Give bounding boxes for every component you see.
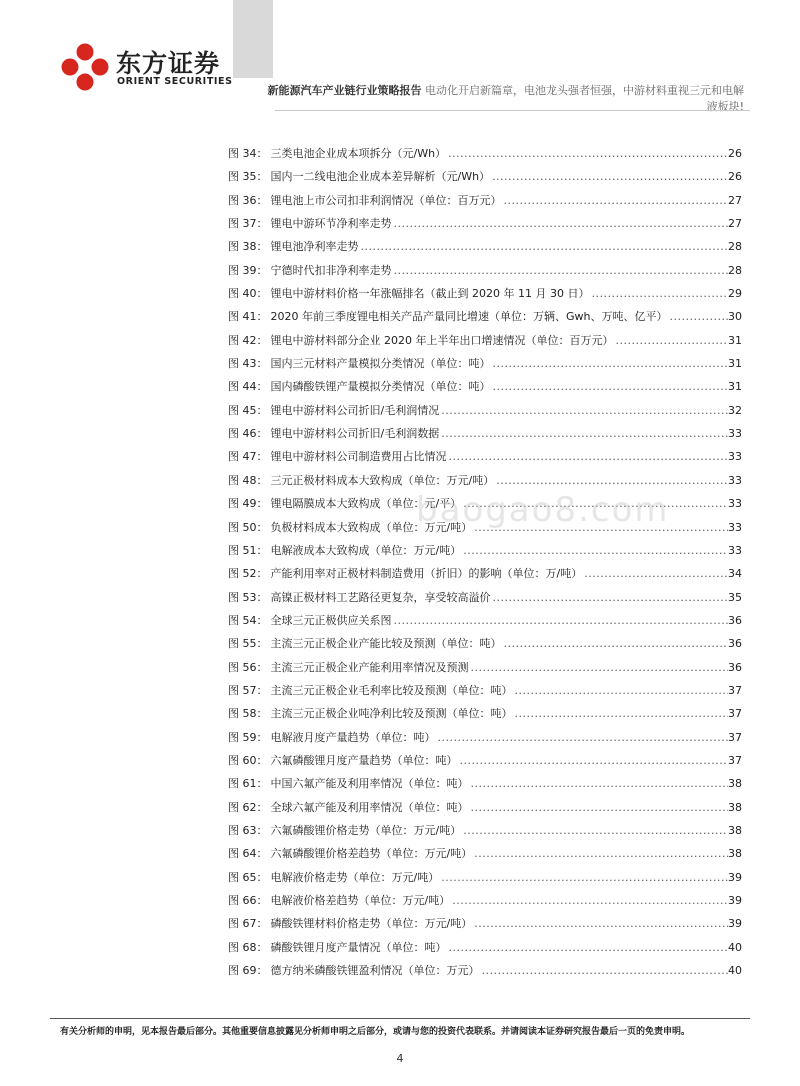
toc-page-number: 39 <box>728 894 742 907</box>
toc-entry[interactable] <box>228 915 742 938</box>
toc-dot-leader <box>494 474 728 487</box>
toc-dot-leader <box>589 287 728 300</box>
toc-dot-leader <box>480 964 729 977</box>
toc-figure-number: 图 46： <box>228 427 268 441</box>
toc-entry[interactable] <box>228 869 742 892</box>
toc-figure-title: 2020 年前三季度锂电相关产品产量同比增速（单位：万辆、Gwh、万吨、亿平） <box>270 310 668 324</box>
toc-dot-leader <box>450 894 728 907</box>
toc-page-number: 31 <box>728 380 742 394</box>
toc-dot-leader <box>491 380 729 393</box>
toc-figure-title: 电解液价格走势（单位：万元/吨） <box>270 870 440 884</box>
toc-page-number: 39 <box>728 917 742 931</box>
toc-entry[interactable] <box>228 425 742 448</box>
toc-dot-leader <box>502 194 729 207</box>
toc-page-number: 36 <box>728 613 742 627</box>
toc-page-number: 33 <box>728 473 742 487</box>
toc-figure-number: 图 49： <box>228 497 268 511</box>
toc-figure-title: 宁德时代扣非净利率走势 <box>270 263 392 277</box>
toc-dot-leader <box>458 754 729 767</box>
toc-page-number: 37 <box>728 683 742 697</box>
report-title-bold: 新能源汽车产业链行业策略报告 <box>267 84 422 97</box>
toc-entry[interactable] <box>228 285 742 308</box>
toc-figure-title: 六氟磷酸锂月度产量趋势（单位：吨） <box>270 753 458 767</box>
toc-figure-number: 图 41： <box>228 310 268 324</box>
toc-page-number: 31 <box>728 333 742 347</box>
toc-figure-number: 图 62： <box>228 800 268 814</box>
figure-list <box>228 145 742 985</box>
logo-chinese-name: 东方证券 <box>116 49 221 78</box>
toc-figure-title: 主流三元正极企业吨净利比较及预测（单位：吨） <box>270 707 513 721</box>
toc-page-number: 27 <box>728 217 742 231</box>
toc-figure-title: 磷酸铁锂月度产量情况（单位：吨） <box>270 940 447 954</box>
toc-page-number: 36 <box>728 637 742 651</box>
toc-figure-title: 电解液价格差趋势（单位：万元/吨） <box>270 894 451 907</box>
toc-figure-title: 锂电中游材料公司折旧/毛利润数据 <box>270 427 440 441</box>
toc-dot-leader <box>461 824 728 837</box>
toc-entry[interactable] <box>228 192 742 215</box>
toc-entry[interactable] <box>228 682 742 705</box>
toc-dot-leader <box>472 847 728 860</box>
toc-figure-number: 图 66： <box>228 894 268 907</box>
toc-dot-leader <box>392 614 729 627</box>
toc-entry[interactable] <box>228 729 742 752</box>
toc-page-number: 39 <box>728 870 742 884</box>
toc-dot-leader <box>439 427 728 440</box>
toc-figure-number: 图 69： <box>228 964 268 978</box>
toc-figure-title: 中国六氟产能及利用率情况（单位：吨） <box>270 777 469 791</box>
toc-page-number: 33 <box>728 450 742 464</box>
toc-page-number: 40 <box>728 964 742 978</box>
toc-figure-number: 图 43： <box>228 357 268 371</box>
toc-page-number: 33 <box>728 520 742 534</box>
toc-dot-leader <box>392 217 729 230</box>
toc-dot-leader <box>446 147 728 160</box>
toc-figure-number: 图 56： <box>228 660 268 674</box>
toc-dot-leader <box>439 404 728 417</box>
toc-page-number: 33 <box>728 427 742 441</box>
toc-figure-title: 国内磷酸铁锂产量模拟分类情况（单位：吨） <box>270 380 491 394</box>
footer-disclaimer: 有关分析师的申明，见本报告最后部分。其他重要信息披露见分析师申明之后部分，或请与您的投资代表联系。并请阅读本证券研究报告最后一页的免责申明。 <box>60 1027 691 1037</box>
toc-page-number: 38 <box>728 777 742 791</box>
toc-page-number: 38 <box>728 823 742 837</box>
toc-figure-title: 六氟磷酸锂价格差趋势（单位：万元/吨） <box>270 847 473 861</box>
toc-dot-leader <box>491 591 729 604</box>
toc-dot-leader <box>461 544 728 557</box>
toc-entry[interactable] <box>228 215 742 238</box>
toc-dot-leader <box>502 637 729 650</box>
toc-dot-leader <box>490 170 728 183</box>
toc-figure-number: 图 65： <box>228 870 268 884</box>
toc-dot-leader <box>513 707 729 720</box>
toc-figure-number: 图 38： <box>228 240 268 254</box>
toc-dot-leader <box>667 310 728 323</box>
toc-figure-title: 六氟磷酸锂价格走势（单位：万元/吨） <box>270 823 462 837</box>
toc-dot-leader <box>614 334 729 347</box>
toc-page-number: 26 <box>728 170 742 184</box>
toc-figure-title: 主流三元正极企业产能比较及预测（单位：吨） <box>270 637 502 651</box>
toc-figure-title: 锂电池上市公司扣非利润情况（单位：百万元） <box>270 193 502 207</box>
toc-figure-title: 三元正极材料成本大致构成（单位：万元/吨） <box>270 473 495 487</box>
toc-page-number: 36 <box>728 660 742 674</box>
toc-page-number: 31 <box>728 357 742 371</box>
toc-figure-number: 图 48： <box>228 473 268 487</box>
toc-page-number: 35 <box>728 590 742 604</box>
toc-entry[interactable] <box>228 262 742 285</box>
watermark: baogao8.com <box>416 490 670 530</box>
toc-page-number: 28 <box>728 240 742 254</box>
orient-logo-icon <box>60 42 110 92</box>
toc-page-number: 33 <box>728 543 742 557</box>
toc-figure-number: 图 63： <box>228 823 268 837</box>
toc-dot-leader <box>472 917 728 930</box>
footer-divider <box>50 1018 750 1019</box>
toc-entry[interactable] <box>228 448 742 471</box>
toc-entry[interactable] <box>228 145 742 168</box>
toc-figure-number: 图 35： <box>228 170 268 184</box>
toc-figure-number: 图 36： <box>228 193 268 207</box>
toc-figure-title: 磷酸铁锂材料价格走势（单位：万元/吨） <box>270 917 473 931</box>
toc-dot-leader <box>436 731 729 744</box>
toc-figure-number: 图 68： <box>228 940 268 954</box>
toc-dot-leader <box>447 941 729 954</box>
toc-figure-number: 图 40： <box>228 287 268 301</box>
toc-figure-number: 图 47： <box>228 450 268 464</box>
toc-figure-title: 高镍正极材料工艺路径更复杂，享受较高溢价 <box>270 590 491 604</box>
toc-entry[interactable] <box>228 845 742 868</box>
toc-entry[interactable] <box>228 659 742 682</box>
toc-figure-number: 图 54： <box>228 613 268 627</box>
toc-figure-number: 图 52： <box>228 567 268 581</box>
toc-figure-number: 图 34： <box>228 147 268 160</box>
toc-figure-number: 图 44： <box>228 380 268 394</box>
toc-entry[interactable] <box>228 892 742 915</box>
toc-figure-title: 产能利用率对正极材料制造费用（折旧）的影响（单位：万/吨） <box>270 567 583 581</box>
toc-figure-number: 图 37： <box>228 217 268 231</box>
toc-figure-title: 国内三元材料产量模拟分类情况（单位：吨） <box>270 357 491 371</box>
toc-figure-number: 图 55： <box>228 637 268 651</box>
toc-page-number: 38 <box>728 847 742 861</box>
toc-figure-title: 锂电中游材料价格一年涨幅排名（截止到 2020 年 11 月 30 日） <box>270 287 590 301</box>
toc-dot-leader <box>439 871 728 884</box>
toc-figure-title: 主流三元正极企业产能利用率情况及预测 <box>270 660 469 674</box>
toc-figure-number: 图 60： <box>228 753 268 767</box>
toc-figure-number: 图 64： <box>228 847 268 861</box>
toc-figure-title: 电解液月度产量趋势（单位：吨） <box>270 730 436 744</box>
toc-dot-leader <box>491 357 729 370</box>
toc-dot-leader <box>469 801 729 814</box>
toc-entry[interactable] <box>228 822 742 845</box>
toc-dot-leader <box>447 450 729 463</box>
toc-figure-number: 图 39： <box>228 263 268 277</box>
toc-figure-number: 图 59： <box>228 730 268 744</box>
header-divider <box>275 110 750 111</box>
toc-page-number: 30 <box>728 310 742 324</box>
toc-figure-title: 锂电池净利率走势 <box>270 240 359 254</box>
toc-figure-title: 主流三元正极企业毛利率比较及预测（单位：吨） <box>270 683 513 697</box>
toc-page-number: 34 <box>728 567 742 581</box>
toc-entry[interactable] <box>228 378 742 401</box>
report-title-subtitle: 电动化开启新篇章，电池龙头强者恒强，中游材料重视三元和电解液板块! <box>425 84 744 113</box>
toc-figure-number: 图 50： <box>228 520 268 534</box>
toc-page-number: 26 <box>728 147 742 160</box>
toc-entry[interactable] <box>228 939 742 962</box>
toc-entry[interactable] <box>228 752 742 775</box>
toc-page-number: 40 <box>728 940 742 954</box>
toc-entry[interactable] <box>228 402 742 425</box>
toc-figure-title: 锂电中游材料部分企业 2020 年上半年出口增速情况（单位：百万元） <box>270 333 614 347</box>
toc-page-number: 28 <box>728 263 742 277</box>
toc-figure-title: 三类电池企业成本项拆分（元/Wh） <box>270 147 447 160</box>
toc-figure-title: 锂电中游环节净利率走势 <box>270 217 392 231</box>
logo-english-name: ORIENT SECURITIES <box>117 76 233 87</box>
toc-entry[interactable] <box>228 168 742 191</box>
toc-figure-title: 电解液成本大致构成（单位：万元/吨） <box>270 543 462 557</box>
toc-entry[interactable] <box>228 612 742 635</box>
toc-entry[interactable] <box>228 705 742 728</box>
toc-entry[interactable] <box>228 635 742 658</box>
toc-figure-number: 图 42： <box>228 333 268 347</box>
toc-figure-number: 图 53： <box>228 590 268 604</box>
toc-entry[interactable] <box>228 542 742 565</box>
toc-entry[interactable] <box>228 589 742 612</box>
toc-figure-number: 图 67： <box>228 917 268 931</box>
toc-figure-number: 图 61： <box>228 777 268 791</box>
toc-entry[interactable] <box>228 799 742 822</box>
toc-figure-number: 图 58： <box>228 707 268 721</box>
toc-figure-title: 负极材料成本大致构成（单位：万元/吨） <box>270 520 473 534</box>
toc-figure-title: 全球六氟产能及利用率情况（单位：吨） <box>270 800 469 814</box>
toc-entry[interactable] <box>228 565 742 588</box>
toc-page-number: 38 <box>728 800 742 814</box>
toc-entry[interactable] <box>228 308 742 331</box>
toc-page-number: 37 <box>728 730 742 744</box>
page-number: 4 <box>396 1052 404 1065</box>
toc-figure-title: 锂电中游材料公司制造费用占比情况 <box>270 450 447 464</box>
toc-page-number: 37 <box>728 707 742 721</box>
toc-dot-leader <box>513 684 729 697</box>
toc-page-number: 32 <box>728 403 742 417</box>
toc-figure-title: 国内一二线电池企业成本差异解析（元/Wh） <box>270 170 491 184</box>
orient-securities-logo <box>60 42 260 92</box>
toc-dot-leader <box>469 777 729 790</box>
toc-figure-number: 图 57： <box>228 683 268 697</box>
toc-figure-title: 锂电隔膜成本大致构成（单位：元/平） <box>270 497 462 511</box>
toc-figure-title: 锂电中游材料公司折旧/毛利润情况 <box>270 403 440 417</box>
toc-entry[interactable] <box>228 962 742 985</box>
toc-dot-leader <box>392 264 729 277</box>
toc-entry[interactable] <box>228 332 742 355</box>
toc-figure-title: 全球三元正极供应关系图 <box>270 613 392 627</box>
toc-entry[interactable] <box>228 775 742 798</box>
toc-entry[interactable] <box>228 355 742 378</box>
toc-dot-leader <box>469 661 729 674</box>
toc-figure-number: 图 45： <box>228 403 268 417</box>
toc-page-number: 29 <box>728 287 742 301</box>
toc-figure-number: 图 51： <box>228 543 268 557</box>
toc-dot-leader <box>359 240 729 253</box>
toc-page-number: 37 <box>728 753 742 767</box>
toc-page-number: 33 <box>728 497 742 511</box>
toc-entry[interactable] <box>228 238 742 261</box>
toc-figure-title: 德方纳米磷酸铁锂盈利情况（单位：万元） <box>270 964 480 978</box>
toc-dot-leader <box>582 567 728 580</box>
toc-page-number: 27 <box>728 193 742 207</box>
